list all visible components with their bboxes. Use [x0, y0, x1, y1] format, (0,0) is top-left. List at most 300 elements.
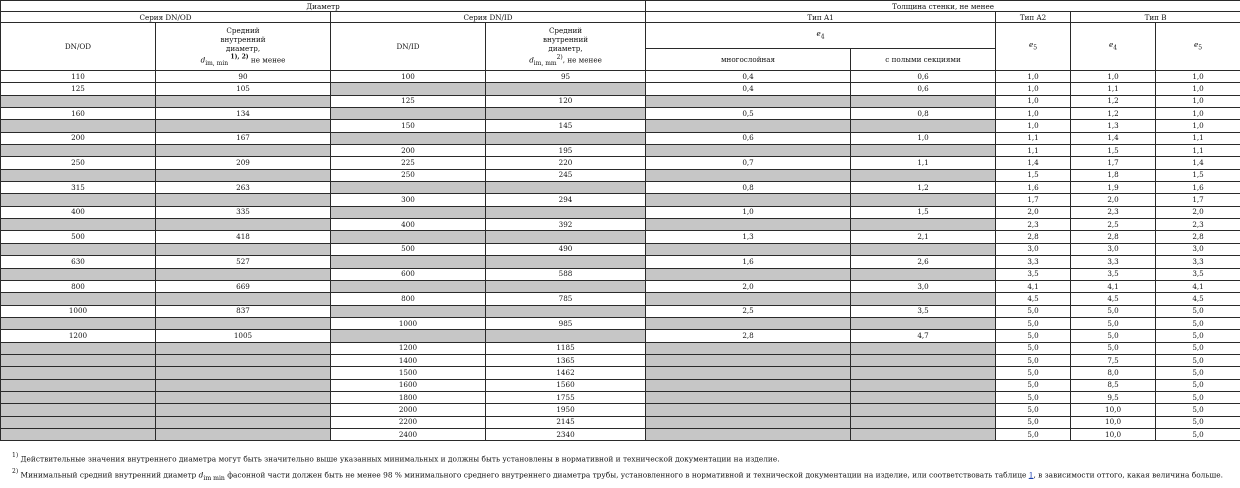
cell-e5-b: 4,1 — [1156, 280, 1240, 292]
cell-e4-hollow — [851, 293, 996, 305]
cell-dnid-avg-inner: 95 — [486, 71, 646, 83]
cell-e4-b: 2,5 — [1071, 219, 1156, 231]
cell-e5-a2: 1,0 — [996, 120, 1071, 132]
cell-e5-b: 1,6 — [1156, 182, 1240, 194]
table-row — [1, 206, 1240, 218]
cell-dnod-avg-inner: 134 — [156, 108, 331, 120]
cell-dnid: 300 — [331, 194, 486, 206]
cell-dnod: 1000 — [1, 305, 156, 317]
cell-dnid: 2000 — [331, 404, 486, 416]
cell-e4-multilayer: 2,0 — [646, 280, 851, 292]
cell-e4-hollow: 2,1 — [851, 231, 996, 243]
cell-dnid-avg-inner: 120 — [486, 95, 646, 107]
cell-dnod: 315 — [1, 182, 156, 194]
header-diameter: Диаметр — [1, 1, 646, 12]
cell-e5-b: 5,0 — [1156, 416, 1240, 428]
cell-dnod-avg-inner — [156, 428, 331, 440]
cell-dnid-avg-inner: 195 — [486, 145, 646, 157]
footnote-1 — [12, 452, 780, 464]
cell-e4-b: 2,8 — [1071, 231, 1156, 243]
cell-e5-b: 1,0 — [1156, 71, 1240, 83]
cell-dnid — [331, 280, 486, 292]
cell-dnid: 150 — [331, 120, 486, 132]
cell-e4-multilayer — [646, 342, 851, 354]
cell-dnod — [1, 428, 156, 440]
cell-e5-a2: 2,3 — [996, 219, 1071, 231]
cell-dnid: 250 — [331, 169, 486, 181]
cell-e4-hollow: 3,5 — [851, 305, 996, 317]
cell-e5-b: 1,0 — [1156, 83, 1240, 95]
cell-e4-hollow: 0,6 — [851, 83, 996, 95]
cell-dnid-avg-inner — [486, 231, 646, 243]
cell-e4-multilayer — [646, 219, 851, 231]
cell-dnid-avg-inner: 985 — [486, 317, 646, 329]
cell-dnid — [331, 256, 486, 268]
cell-e5-a2: 5,0 — [996, 330, 1071, 342]
table-row — [1, 169, 1240, 181]
cell-dnod-avg-inner: 837 — [156, 305, 331, 317]
cell-dnid: 100 — [331, 71, 486, 83]
cell-e4-hollow: 1,1 — [851, 157, 996, 169]
cell-dnod — [1, 194, 156, 206]
cell-e4-multilayer: 1,6 — [646, 256, 851, 268]
cell-e5-a2: 2,0 — [996, 206, 1071, 218]
cell-dnod-avg-inner: 105 — [156, 83, 331, 95]
cell-e4-multilayer: 0,8 — [646, 182, 851, 194]
cell-e5-a2: 4,5 — [996, 293, 1071, 305]
cell-e4-hollow — [851, 367, 996, 379]
cell-e4-hollow: 1,2 — [851, 182, 996, 194]
cell-dnod-avg-inner — [156, 367, 331, 379]
cell-e5-b: 5,0 — [1156, 317, 1240, 329]
cell-dnod: 250 — [1, 157, 156, 169]
cell-e5-a2: 1,1 — [996, 132, 1071, 144]
table-row — [1, 243, 1240, 255]
cell-dnod — [1, 293, 156, 305]
cell-e5-b: 3,5 — [1156, 268, 1240, 280]
cell-e4-multilayer — [646, 268, 851, 280]
cell-dnod: 1200 — [1, 330, 156, 342]
header-series-dnid: Серия DN/ID — [331, 12, 646, 23]
table-row — [1, 95, 1240, 107]
cell-dnod-avg-inner: 209 — [156, 157, 331, 169]
cell-e4-multilayer: 1,3 — [646, 231, 851, 243]
cell-dnid: 500 — [331, 243, 486, 255]
cell-dnid — [331, 132, 486, 144]
cell-e5-a2: 1,0 — [996, 83, 1071, 95]
cell-e4-b: 1,2 — [1071, 108, 1156, 120]
table-row — [1, 305, 1240, 317]
table-row — [1, 219, 1240, 231]
table-row — [1, 330, 1240, 342]
cell-e5-b: 2,3 — [1156, 219, 1240, 231]
table-row — [1, 194, 1240, 206]
cell-dnid-avg-inner: 1185 — [486, 342, 646, 354]
table-row — [1, 317, 1240, 329]
cell-e5-b: 5,0 — [1156, 391, 1240, 403]
cell-dnid: 800 — [331, 293, 486, 305]
cell-dnod-avg-inner: 669 — [156, 280, 331, 292]
cell-e5-b: 5,0 — [1156, 404, 1240, 416]
cell-dnod — [1, 317, 156, 329]
cell-e5-b: 3,0 — [1156, 243, 1240, 255]
cell-e4-multilayer — [646, 120, 851, 132]
table-row — [1, 379, 1240, 391]
cell-e5-b: 1,1 — [1156, 132, 1240, 144]
cell-dnod — [1, 379, 156, 391]
table-row — [1, 354, 1240, 366]
cell-e4-hollow — [851, 120, 996, 132]
cell-dnod-avg-inner — [156, 342, 331, 354]
cell-e4-multilayer: 2,5 — [646, 305, 851, 317]
cell-dnod: 630 — [1, 256, 156, 268]
cell-e4-hollow — [851, 404, 996, 416]
cell-e4-multilayer — [646, 293, 851, 305]
cell-dnid-avg-inner: 1560 — [486, 379, 646, 391]
header-type-a2: Тип A2 — [996, 12, 1071, 23]
cell-e5-a2: 3,3 — [996, 256, 1071, 268]
cell-e4-hollow — [851, 219, 996, 231]
table-row — [1, 231, 1240, 243]
cell-e4-multilayer — [646, 169, 851, 181]
cell-dnod — [1, 342, 156, 354]
cell-dnid-avg-inner: 220 — [486, 157, 646, 169]
cell-e5-a2: 5,0 — [996, 354, 1071, 366]
cell-e4-hollow — [851, 416, 996, 428]
cell-e4-multilayer — [646, 243, 851, 255]
cell-dnid — [331, 305, 486, 317]
cell-e5-a2: 5,0 — [996, 342, 1071, 354]
cell-e4-b: 5,0 — [1071, 330, 1156, 342]
cell-e4-b: 2,0 — [1071, 194, 1156, 206]
cell-e5-a2: 1,7 — [996, 194, 1071, 206]
cell-dnod-avg-inner — [156, 268, 331, 280]
cell-e4-b: 1,8 — [1071, 169, 1156, 181]
cell-e5-a2: 5,0 — [996, 391, 1071, 403]
cell-e5-b: 1,0 — [1156, 95, 1240, 107]
header-multilayer: многослойная — [646, 49, 851, 71]
cell-dnod — [1, 404, 156, 416]
cell-e4-b: 4,5 — [1071, 293, 1156, 305]
cell-dnod — [1, 268, 156, 280]
cell-dnid: 1600 — [331, 379, 486, 391]
cell-e4-hollow — [851, 95, 996, 107]
cell-dnid: 1500 — [331, 367, 486, 379]
cell-e4-multilayer — [646, 145, 851, 157]
cell-e5-b: 2,8 — [1156, 231, 1240, 243]
cell-e4-hollow: 1,5 — [851, 206, 996, 218]
cell-dnod-avg-inner — [156, 194, 331, 206]
cell-dnod-avg-inner — [156, 391, 331, 403]
cell-dnod-avg-inner — [156, 416, 331, 428]
cell-e5-a2: 1,4 — [996, 157, 1071, 169]
cell-e4-b: 3,5 — [1071, 268, 1156, 280]
cell-e5-b: 1,0 — [1156, 108, 1240, 120]
cell-dnid-avg-inner — [486, 305, 646, 317]
cell-dnod — [1, 95, 156, 107]
cell-dnid-avg-inner — [486, 256, 646, 268]
cell-e5-b: 4,5 — [1156, 293, 1240, 305]
cell-dnod-avg-inner — [156, 404, 331, 416]
cell-dnid-avg-inner — [486, 280, 646, 292]
table-row — [1, 367, 1240, 379]
cell-e4-multilayer — [646, 428, 851, 440]
cell-e4-multilayer: 0,7 — [646, 157, 851, 169]
cell-e5-a2: 1,0 — [996, 108, 1071, 120]
cell-e4-hollow — [851, 145, 996, 157]
cell-e4-hollow — [851, 391, 996, 403]
cell-dnod-avg-inner — [156, 379, 331, 391]
cell-dnod: 500 — [1, 231, 156, 243]
cell-e4-multilayer: 2,8 — [646, 330, 851, 342]
footnote-2-mark: 2) — [12, 468, 19, 475]
cell-e5-a2: 4,1 — [996, 280, 1071, 292]
table-row — [1, 404, 1240, 416]
cell-dnid: 125 — [331, 95, 486, 107]
cell-dnid-avg-inner: 1462 — [486, 367, 646, 379]
cell-dnid-avg-inner: 392 — [486, 219, 646, 231]
cell-dnod-avg-inner — [156, 145, 331, 157]
cell-dnod-avg-inner: 263 — [156, 182, 331, 194]
cell-dnid-avg-inner — [486, 330, 646, 342]
cell-e5-a2: 5,0 — [996, 379, 1071, 391]
cell-e4-hollow — [851, 268, 996, 280]
header-e5-a2: $e_5$ — [996, 23, 1071, 71]
cell-dnod: 800 — [1, 280, 156, 292]
footnote-1-mark: 1) — [12, 452, 19, 459]
cell-e4-hollow — [851, 379, 996, 391]
cell-dnid-avg-inner: 1365 — [486, 354, 646, 366]
cell-dnid — [331, 231, 486, 243]
cell-dnod-avg-inner — [156, 95, 331, 107]
cell-e5-a2: 3,5 — [996, 268, 1071, 280]
header-wall-thickness: Толщина стенки, не менее — [646, 1, 1240, 12]
cell-dnod: 400 — [1, 206, 156, 218]
cell-e4-multilayer: 0,5 — [646, 108, 851, 120]
cell-e5-b: 1,5 — [1156, 169, 1240, 181]
cell-e4-hollow — [851, 317, 996, 329]
cell-e5-a2: 5,0 — [996, 428, 1071, 440]
cell-e4-b: 9,5 — [1071, 391, 1156, 403]
cell-dnid-avg-inner — [486, 206, 646, 218]
cell-e4-multilayer — [646, 404, 851, 416]
table-row — [1, 428, 1240, 440]
cell-e5-b: 1,7 — [1156, 194, 1240, 206]
cell-dnid: 2200 — [331, 416, 486, 428]
header-e5-b: $e_5$ — [1156, 23, 1240, 71]
cell-dnid: 1800 — [331, 391, 486, 403]
cell-e5-a2: 1,0 — [996, 71, 1071, 83]
header-hollow-sections: с полыми секциями — [851, 49, 996, 71]
cell-e4-multilayer — [646, 95, 851, 107]
cell-dnod — [1, 243, 156, 255]
header-dnod: DN/OD — [1, 23, 156, 71]
cell-e4-hollow — [851, 243, 996, 255]
cell-dnod-avg-inner — [156, 354, 331, 366]
cell-e4-hollow — [851, 354, 996, 366]
cell-e5-a2: 1,5 — [996, 169, 1071, 181]
cell-dnid-avg-inner: 145 — [486, 120, 646, 132]
cell-dnid-avg-inner — [486, 182, 646, 194]
cell-e5-b: 2,0 — [1156, 206, 1240, 218]
footnote-2: $^{2)}$ Минимальный средний внутренний диаметр $d_{im min}$ фасонной части должен быть не менее 98 % минимального среднего внутреннего диаметра трубы, установленного в нормативной и технической документации на изделие, или соответствовать таблице 1, в зависимости оттого, какая величина больше. — [12, 468, 1223, 482]
cell-e4-b: 1,7 — [1071, 157, 1156, 169]
table-row — [1, 132, 1240, 144]
cell-e4-hollow: 1,0 — [851, 132, 996, 144]
cell-e4-b: 5,0 — [1071, 305, 1156, 317]
cell-dnid — [331, 206, 486, 218]
cell-e4-b: 10,0 — [1071, 416, 1156, 428]
cell-e5-b: 5,0 — [1156, 379, 1240, 391]
cell-dnid-avg-inner: 2340 — [486, 428, 646, 440]
table-row — [1, 342, 1240, 354]
cell-e5-b: 1,0 — [1156, 120, 1240, 132]
cell-e5-b: 1,4 — [1156, 157, 1240, 169]
table-1-link[interactable]: 1 — [1028, 470, 1034, 480]
cell-e4-b: 5,0 — [1071, 317, 1156, 329]
cell-e4-multilayer: 0,6 — [646, 132, 851, 144]
cell-dnod — [1, 169, 156, 181]
cell-e5-b: 5,0 — [1156, 342, 1240, 354]
cell-e4-b: 8,5 — [1071, 379, 1156, 391]
cell-dnid: 200 — [331, 145, 486, 157]
cell-e4-multilayer — [646, 317, 851, 329]
cell-e4-multilayer — [646, 194, 851, 206]
table-row — [1, 391, 1240, 403]
cell-dnod-avg-inner: 90 — [156, 71, 331, 83]
cell-e4-hollow: 4,7 — [851, 330, 996, 342]
table-row — [1, 256, 1240, 268]
cell-dnid-avg-inner — [486, 83, 646, 95]
cell-e5-b: 3,3 — [1156, 256, 1240, 268]
table-row — [1, 157, 1240, 169]
cell-e5-b: 5,0 — [1156, 330, 1240, 342]
cell-dnid — [331, 108, 486, 120]
cell-dnid — [331, 83, 486, 95]
cell-e4-multilayer: 0,4 — [646, 71, 851, 83]
cell-e4-hollow: 0,6 — [851, 71, 996, 83]
cell-e4-b: 5,0 — [1071, 342, 1156, 354]
cell-e4-multilayer — [646, 367, 851, 379]
cell-e4-b: 1,3 — [1071, 120, 1156, 132]
cell-dnod-avg-inner — [156, 293, 331, 305]
cell-dnod — [1, 354, 156, 366]
cell-e5-a2: 1,0 — [996, 95, 1071, 107]
cell-dnid-avg-inner: 588 — [486, 268, 646, 280]
cell-dnid-avg-inner: 2145 — [486, 416, 646, 428]
cell-e4-hollow: 3,0 — [851, 280, 996, 292]
cell-e4-multilayer — [646, 416, 851, 428]
header-type-b: Тип B — [1071, 12, 1240, 23]
cell-dnid — [331, 182, 486, 194]
cell-e5-b: 1,1 — [1156, 145, 1240, 157]
cell-e5-a2: 5,0 — [996, 317, 1071, 329]
cell-e4-hollow — [851, 342, 996, 354]
cell-dnid: 400 — [331, 219, 486, 231]
cell-e5-a2: 5,0 — [996, 367, 1071, 379]
cell-e5-a2: 5,0 — [996, 305, 1071, 317]
cell-dnod: 200 — [1, 132, 156, 144]
cell-dnid: 2400 — [331, 428, 486, 440]
cell-e4-b: 1,5 — [1071, 145, 1156, 157]
cell-dnod-avg-inner: 527 — [156, 256, 331, 268]
cell-dnod-avg-inner: 1005 — [156, 330, 331, 342]
cell-e4-b: 2,3 — [1071, 206, 1156, 218]
cell-dnod-avg-inner — [156, 243, 331, 255]
cell-e4-hollow: 2,6 — [851, 256, 996, 268]
cell-dnod-avg-inner — [156, 169, 331, 181]
cell-dnid-avg-inner — [486, 132, 646, 144]
cell-dnid: 600 — [331, 268, 486, 280]
cell-e5-a2: 1,1 — [996, 145, 1071, 157]
cell-e5-a2: 5,0 — [996, 416, 1071, 428]
cell-dnod — [1, 120, 156, 132]
cell-dnid-avg-inner: 785 — [486, 293, 646, 305]
table-row — [1, 71, 1240, 83]
cell-dnod-avg-inner — [156, 219, 331, 231]
cell-e4-b: 10,0 — [1071, 404, 1156, 416]
table-row — [1, 293, 1240, 305]
cell-e4-b: 1,1 — [1071, 83, 1156, 95]
cell-dnid: 225 — [331, 157, 486, 169]
cell-e5-b: 5,0 — [1156, 305, 1240, 317]
cell-e4-hollow — [851, 169, 996, 181]
table-row — [1, 268, 1240, 280]
table-row — [1, 280, 1240, 292]
header-dnid: DN/ID — [331, 23, 486, 71]
table-row — [1, 108, 1240, 120]
cell-dnod — [1, 391, 156, 403]
cell-dnod: 110 — [1, 71, 156, 83]
cell-e4-multilayer: 0,4 — [646, 83, 851, 95]
cell-e4-multilayer — [646, 379, 851, 391]
cell-e4-hollow: 0,8 — [851, 108, 996, 120]
cell-dnod: 160 — [1, 108, 156, 120]
cell-dnod — [1, 145, 156, 157]
cell-e4-b: 1,2 — [1071, 95, 1156, 107]
cell-dnod — [1, 416, 156, 428]
header-avg-inner-diameter-id: Средний внутренний диаметр, $d_{im, mm}^{2)}$, не менее — [486, 23, 646, 71]
header-e4-b: $e_4$ — [1071, 23, 1156, 71]
cell-e4-multilayer — [646, 354, 851, 366]
cell-e4-multilayer: 1,0 — [646, 206, 851, 218]
table-row — [1, 182, 1240, 194]
cell-e4-b: 1,0 — [1071, 71, 1156, 83]
cell-e4-b: 1,9 — [1071, 182, 1156, 194]
cell-dnid-avg-inner — [486, 108, 646, 120]
header-type-a1: Тип A1 — [646, 12, 996, 23]
cell-e4-hollow — [851, 194, 996, 206]
cell-e5-a2: 2,8 — [996, 231, 1071, 243]
cell-dnid-avg-inner: 245 — [486, 169, 646, 181]
cell-dnod-avg-inner: 418 — [156, 231, 331, 243]
cell-dnid: 1000 — [331, 317, 486, 329]
header-series-dnod: Серия DN/OD — [1, 12, 331, 23]
cell-dnid-avg-inner: 294 — [486, 194, 646, 206]
cell-e5-a2: 5,0 — [996, 404, 1071, 416]
footnote-1-text: Действительные значения внутреннего диаметра могут быть значительно выше указанных минимальных и должны быть установлены в нормативной и технической документации на изделие. — [20, 454, 780, 464]
cell-e5-a2: 1,6 — [996, 182, 1071, 194]
cell-e4-b: 3,3 — [1071, 256, 1156, 268]
cell-dnid — [331, 330, 486, 342]
cell-dnid: 1200 — [331, 342, 486, 354]
cell-e4-hollow — [851, 428, 996, 440]
cell-dnid-avg-inner: 490 — [486, 243, 646, 255]
table-row — [1, 120, 1240, 132]
cell-e5-a2: 3,0 — [996, 243, 1071, 255]
header-e4-a1: $e_4$ — [646, 23, 996, 49]
cell-e4-b: 7,5 — [1071, 354, 1156, 366]
